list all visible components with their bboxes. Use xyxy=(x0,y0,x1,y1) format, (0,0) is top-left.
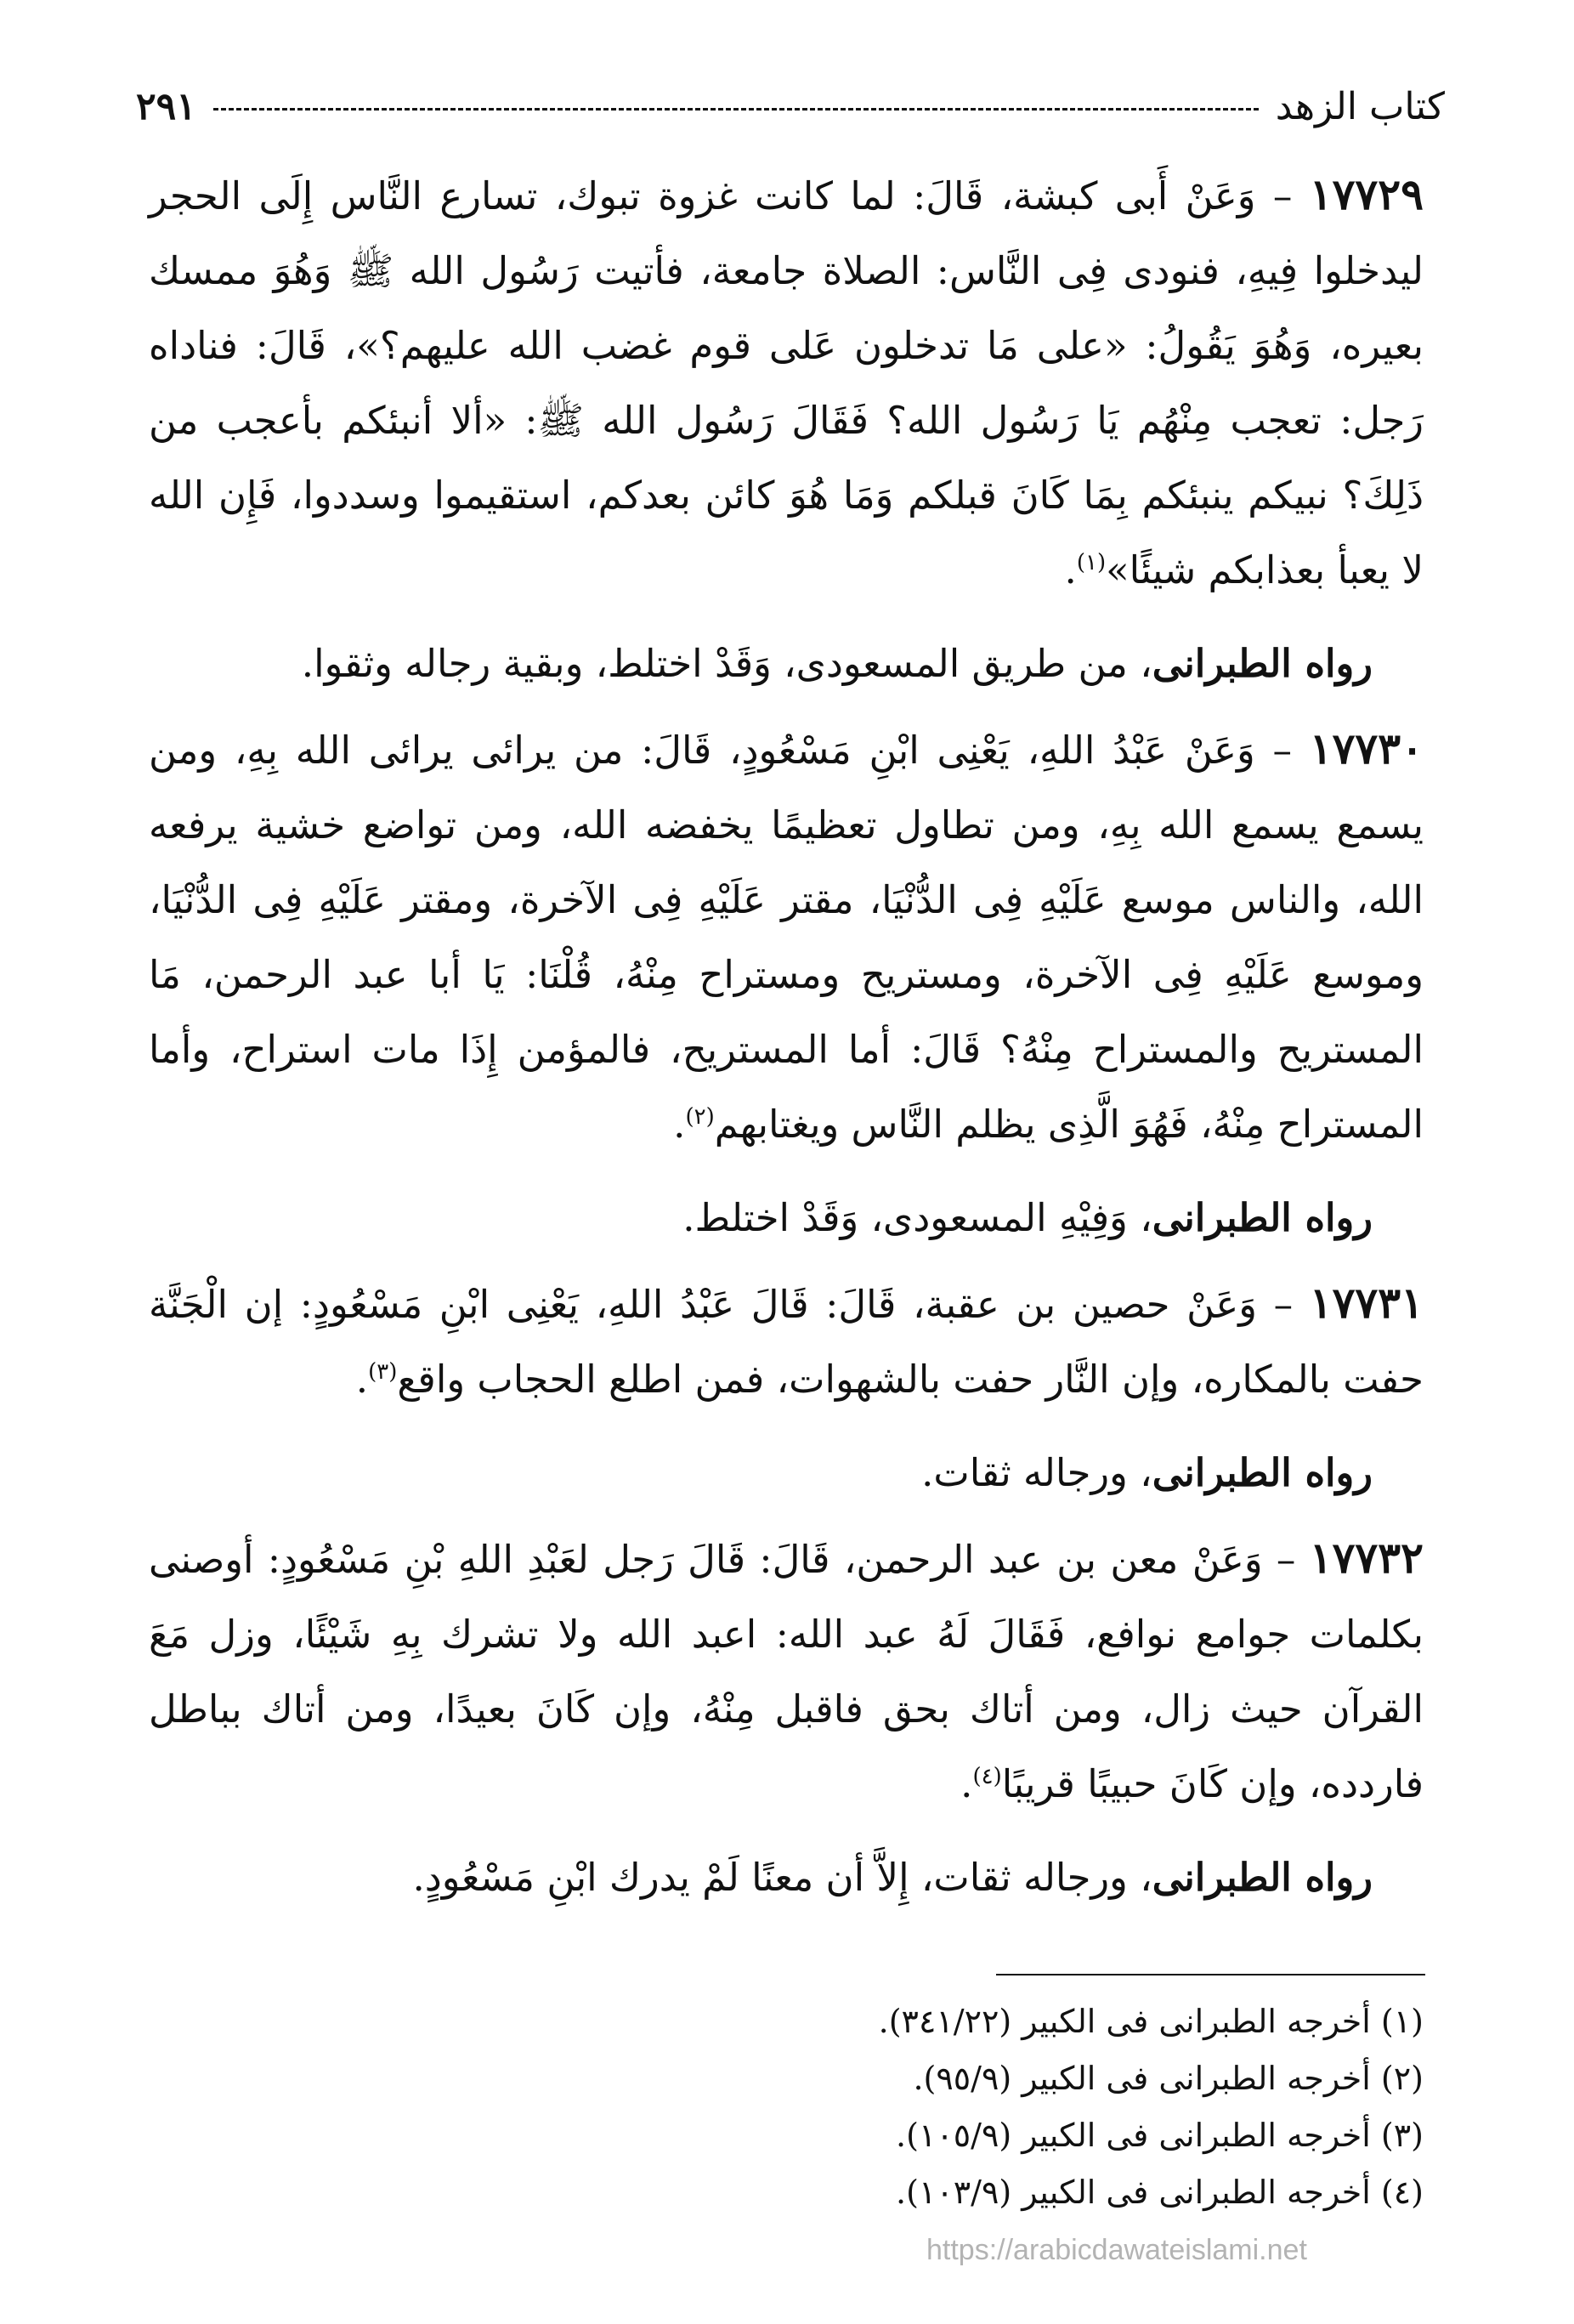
header-divider xyxy=(213,108,1259,111)
hadith-text: – وَعَنْ عَبْدُ اللهِ، يَعْنِى ابْنِ مَسْعُودٍ، قَالَ: من يرائى يرائى الله بِهِ، ومن يسمع يسمع الله بِهِ، ومن تطاول تعظيمًا يخفضه الله، ومن تواضع خشية يرفعه الله، والناس موسع عَلَيْهِ فِى الدُّنْيَا، مقتر عَلَيْهِ فِى الآخرة، ومقتر عَلَيْهِ فِى الدُّنْيَا، وموسع عَلَيْهِ فِى الآخرة، ومستريح ومستراح مِنْهُ، قُلْنَا: يَا أبا عبد الرحمن، مَا المستريح والمستراح مِنْهُ؟ قَالَ: أما المستريح، فالمؤمن إِذَا مات استراح، وأما المستراح مِنْهُ، فَهُوَ الَّذِى يظلم النَّاس ويغتابهم xyxy=(149,728,1424,1147)
hadith-number: ١٧٧٣١ xyxy=(1309,1278,1424,1328)
footnote-separator xyxy=(996,1974,1425,1975)
hadith-source xyxy=(149,1840,1373,1915)
footnote-marker: (٤) xyxy=(972,1764,1002,1789)
chapter-title: كتاب الزهد xyxy=(1275,84,1445,128)
hadith-entry: ١٧٧٣١ – وَعَنْ حصين بن عقبة، قَالَ: قَالَ عَبْدُ اللهِ، يَعْنِى ابْنِ مَسْعُودٍ: إن الْجَنَّة حفت بالمكاره، وإن النَّار حفت بالشهوات، فمن اطلع الحجاب واقع$^{(٣)}$. xyxy=(149,1278,1424,1402)
footnote-item: (٢) أخرجه الطبرانى فى الكبير (٩٥/٩). xyxy=(913,2060,1424,2097)
source-narrator: رواه الطبرانى xyxy=(1152,1855,1373,1900)
source-note: ، ورجاله ثقات، إِلاَّ أن معنًا لَمْ يدرك ابْنِ مَسْعُودٍ. xyxy=(412,1855,1152,1900)
main-text xyxy=(149,157,1424,1925)
hadith-entry: ١٧٧٣٢ – وَعَنْ معن بن عبد الرحمن، قَالَ: قَالَ رَجل لعَبْدِ اللهِ بْنِ مَسْعُودٍ: أوصنى بكلمات جوامع نوافع، فَقَالَ لَهُ عبد الله: اعبد الله ولا تشرك بِهِ شَيْئًا، وزل مَعَ القرآن حيث زال، ومن أتاك بحق فاقبل مِنْهُ، وإن كَانَ بعيدًا، ومن أتاك بباطل فاردده، وإن كَانَ حبيبًا قريبًا$^{(٤)}$. xyxy=(149,1533,1424,1806)
hadith-entry: ١٧٧٢٩ – وَعَنْ أَبى كبشة، قَالَ: لما كانت غزوة تبوك، تسارع النَّاس إِلَى الحجر ليدخلوا فِيهِ، فنودى فِى النَّاس: الصلاة جامعة، فأتيت رَسُول الله ﷺ وَهُوَ ممسك بعيره، وَهُوَ يَقُولُ: «على مَا تدخلون عَلى قوم غضب الله عليهم؟»، قَالَ: فناداه رَجل: تعجب مِنْهُم يَا رَسُول الله؟ فَقَالَ رَسُول الله ﷺ: «ألا أنبئكم بأعجب من ذَلِكَ؟ نبيكم ينبئكم بِمَا كَانَ قبلكم وَمَا هُوَ كائن بعدكم، استقيموا وسددوا، فَإِن الله لا يعبأ بعذابكم شيئًا»$^{(١)}$. xyxy=(149,169,1424,592)
hadith-number: ١٧٧٣٢ xyxy=(1309,1533,1424,1583)
hadith-entry: ١٧٧٣٠ – وَعَنْ عَبْدُ اللهِ، يَعْنِى ابْنِ مَسْعُودٍ، قَالَ: من يرائى يرائى الله بِهِ، ومن يسمع يسمع الله بِهِ، ومن تطاول تعظيمًا يخفضه الله، ومن تواضع خشية يرفعه الله، والناس موسع عَلَيْهِ فِى الدُّنْيَا، مقتر عَلَيْهِ فِى الآخرة، ومقتر عَلَيْهِ فِى الدُّنْيَا، وموسع عَلَيْهِ فِى الآخرة، ومستريح ومستراح مِنْهُ، قُلْنَا: يَا أبا عبد الرحمن، مَا المستريح والمستراح مِنْهُ؟ قَالَ: أما المستريح، فالمؤمن إِذَا مات استراح، وأما المستراح مِنْهُ، فَهُوَ الَّذِى يظلم النَّاس ويغتابهم$^{(٢)}$. xyxy=(149,723,1424,1147)
page-number: ٢٩١ xyxy=(136,84,196,128)
source-note: ، وَفِيْهِ المسعودى، وَقَدْ اختلط. xyxy=(682,1195,1152,1240)
hadith-source xyxy=(149,1181,1373,1256)
source-narrator: رواه الطبرانى xyxy=(1152,641,1373,686)
source-narrator: رواه الطبرانى xyxy=(1152,1195,1373,1240)
footnote-item: (٣) أخرجه الطبرانى فى الكبير (١٠٥/٩). xyxy=(896,2117,1424,2154)
website-watermark: https://arabicdawateislami.net xyxy=(926,2234,1307,2266)
hadith-text: – وَعَنْ معن بن عبد الرحمن، قَالَ: قَالَ رَجل لعَبْدِ اللهِ بْنِ مَسْعُودٍ: أوصنى بكلمات جوامع نوافع، فَقَالَ لَهُ عبد الله: اعبد الله ولا تشرك بِهِ شَيْئًا، وزل مَعَ القرآن حيث زال، ومن أتاك بحق فاقبل مِنْهُ، وإن كَانَ بعيدًا، ومن أتاك بباطل فاردده، وإن كَانَ حبيبًا قريبًا xyxy=(149,1537,1424,1806)
hadith-number: ١٧٧٣٠ xyxy=(1309,723,1424,774)
source-narrator: رواه الطبرانى xyxy=(1152,1450,1373,1495)
footnotes-section xyxy=(149,1993,1424,2221)
hadith-number: ١٧٧٢٩ xyxy=(1309,169,1424,219)
footnote-item: (٤) أخرجه الطبرانى فى الكبير (١٠٣/٩). xyxy=(896,2174,1424,2211)
hadith-text: – وَعَنْ حصين بن عقبة، قَالَ: قَالَ عَبْدُ اللهِ، يَعْنِى ابْنِ مَسْعُودٍ: إن الْجَنَّة حفت بالمكاره، وإن النَّار حفت بالشهوات، فمن اطلع الحجاب واقع xyxy=(149,1282,1424,1402)
running-header xyxy=(136,77,1445,136)
source-note: ، ورجاله ثقات. xyxy=(921,1450,1152,1495)
hadith-text: – وَعَنْ أَبى كبشة، قَالَ: لما كانت غزوة تبوك، تسارع النَّاس إِلَى الحجر ليدخلوا فِيهِ، فنودى فِى النَّاس: الصلاة جامعة، فأتيت رَسُول الله ﷺ وَهُوَ ممسك بعيره، وَهُوَ يَقُولُ: «على مَا تدخلون عَلى قوم غضب الله عليهم؟»، قَالَ: فناداه رَجل: تعجب مِنْهُم يَا رَسُول الله؟ فَقَالَ رَسُول الله ﷺ: «ألا أنبئكم بأعجب من ذَلِكَ؟ نبيكم ينبئكم بِمَا كَانَ قبلكم وَمَا هُوَ كائن بعدكم، استقيموا وسددوا، فَإِن الله لا يعبأ بعذابكم شيئًا» xyxy=(149,173,1424,592)
footnote-marker: (١) xyxy=(1076,550,1107,575)
footnote-marker: (٢) xyxy=(685,1104,715,1130)
hadith-source xyxy=(149,626,1373,701)
source-note: ، من طريق المسعودى، وَقَدْ اختلط، وبقية رجاله وثقوا. xyxy=(301,641,1152,686)
hadith-source xyxy=(149,1436,1373,1511)
footnote-marker: (٣) xyxy=(368,1359,398,1385)
footnote-item: (١) أخرجه الطبرانى فى الكبير (٣٤١/٢٢). xyxy=(878,2003,1424,2040)
